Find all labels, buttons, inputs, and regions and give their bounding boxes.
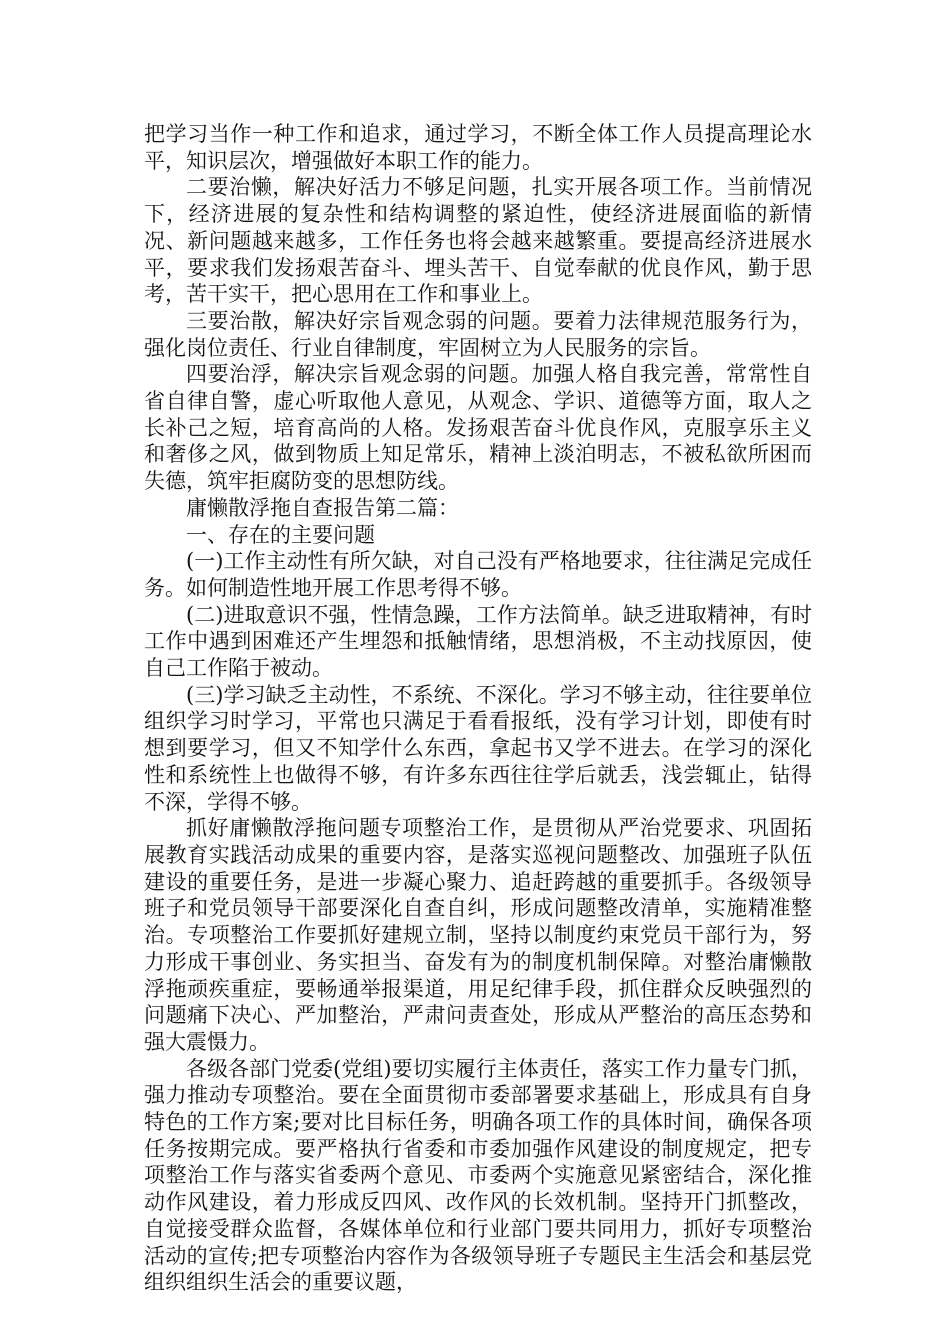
paragraph-continuation: 把学习当作一种工作和追求，通过学习，不断全体工作人员提高理论水平，知识层次，增强做好本职工作的能力。 bbox=[144, 122, 812, 173]
problem-item-1: (一)工作主动性有所欠缺，对自己没有严格地要求，往往满足完成任务。如何制造性地开展工作思考得不够。 bbox=[144, 549, 812, 600]
problem-item-2: (二)进取意识不强，性情急躁，工作方法简单。缺乏进取精神，有时工作中遇到困难还产生埋怨和抵触情绪，思想消极，不主动找原因，使自己工作陷于被动。 bbox=[144, 602, 812, 681]
document-page bbox=[144, 121, 812, 1296]
paragraph-special-rectification: 抓好庸懒散浮拖问题专项整治工作，是贯彻从严治党要求、巩固拓展教育实践活动成果的重要内容，是落实巡视问题整改、加强班子队伍建设的重要任务，是进一步凝心聚力、追赶跨越的重要抓手。各级领导班子和党员领导干部要深化自查自纠，形成问题整改清单，实施精准整治。专项整治工作要抓好建规立制，坚持以制度约束党员干部行为，努力形成干事创业、务实担当、奋发有为的制度机制保障。对整治庸懒散浮拖顽疾重症，要畅通举报渠道，用足纪律手段，抓住群众反映强烈的问题痛下决心、严加整治，严肃问责查处，形成从严整治的高压态势和强大震慑力。 bbox=[144, 816, 812, 1054]
section-heading-second-report: 庸懒散浮拖自查报告第二篇： bbox=[186, 495, 459, 520]
paragraph-laziness: 二要治懒，解决好活力不够足问题，扎实开展各项工作。当前情况下，经济进展的复杂性和结构调整的紧迫性，使经济进展面临的新情况、新问题越来越多，工作任务也将会越来越繁重。要提高经济进展水平，要求我们发扬艰苦奋斗、埋头苦干、自觉奉献的优良作风，勤于思考，苦干实干，把心思用在工作和事业上。 bbox=[144, 175, 812, 307]
problem-item-3: (三)学习缺乏主动性，不系统、不深化。学习不够主动，往往要单位组织学习时学习，平常也只满足于看看报纸，没有学习计划，即使有时想到要学习，但又不知学什么东西，拿起书又学不进去。在学习的深化性和系统性上也做得不够，有许多东西往往学后就丢，浅尝辄止，钻得不深，学得不够。 bbox=[144, 682, 812, 814]
paragraph-scatter: 三要治散，解决好宗旨观念弱的问题。要着力法律规范服务行为，强化岗位责任、行业自律制度，牢固树立为人民服务的宗旨。 bbox=[144, 308, 812, 360]
section-heading-main-problems: 一、存在的主要问题 bbox=[186, 522, 375, 547]
paragraph-party-committees: 各级各部门党委(党组)要切实履行主体责任，落实工作力量专门抓，强力推动专项整治。要在全面贯彻市委部署要求基础上，形成具有自身特色的工作方案;要对比目标任务，明确各项工作的具体时间，确保各项任务按期完成。要严格执行省委和市委加强作风建设的制度规定，把专项整治工作与落实省委两个意见、市委两个实施意见紧密结合，深化推动作风建设，着力形成反四风、改作风的长效机制。坚持开门抓整改，自觉接受群众监督，各媒体单位和行业部门要共同用力，抓好专项整治活动的宣传;把专项整治内容作为各级领导班子专题民主生活会和基层党组织组织生活会的重要议题， bbox=[144, 1056, 812, 1295]
paragraph-superficial: 四要治浮，解决宗旨观念弱的问题。加强人格自我完善，常常性自省自律自警，虚心听取他人意见，从观念、学识、道德等方面，取人之长补己之短，培育高尚的人格。发扬艰苦奋斗优良作风，克服享乐主义和奢侈之风，做到物质上知足常乐，精神上淡泊明志，不被私欲所困而失德，筑牢拒腐防变的思想防线。 bbox=[144, 362, 812, 494]
